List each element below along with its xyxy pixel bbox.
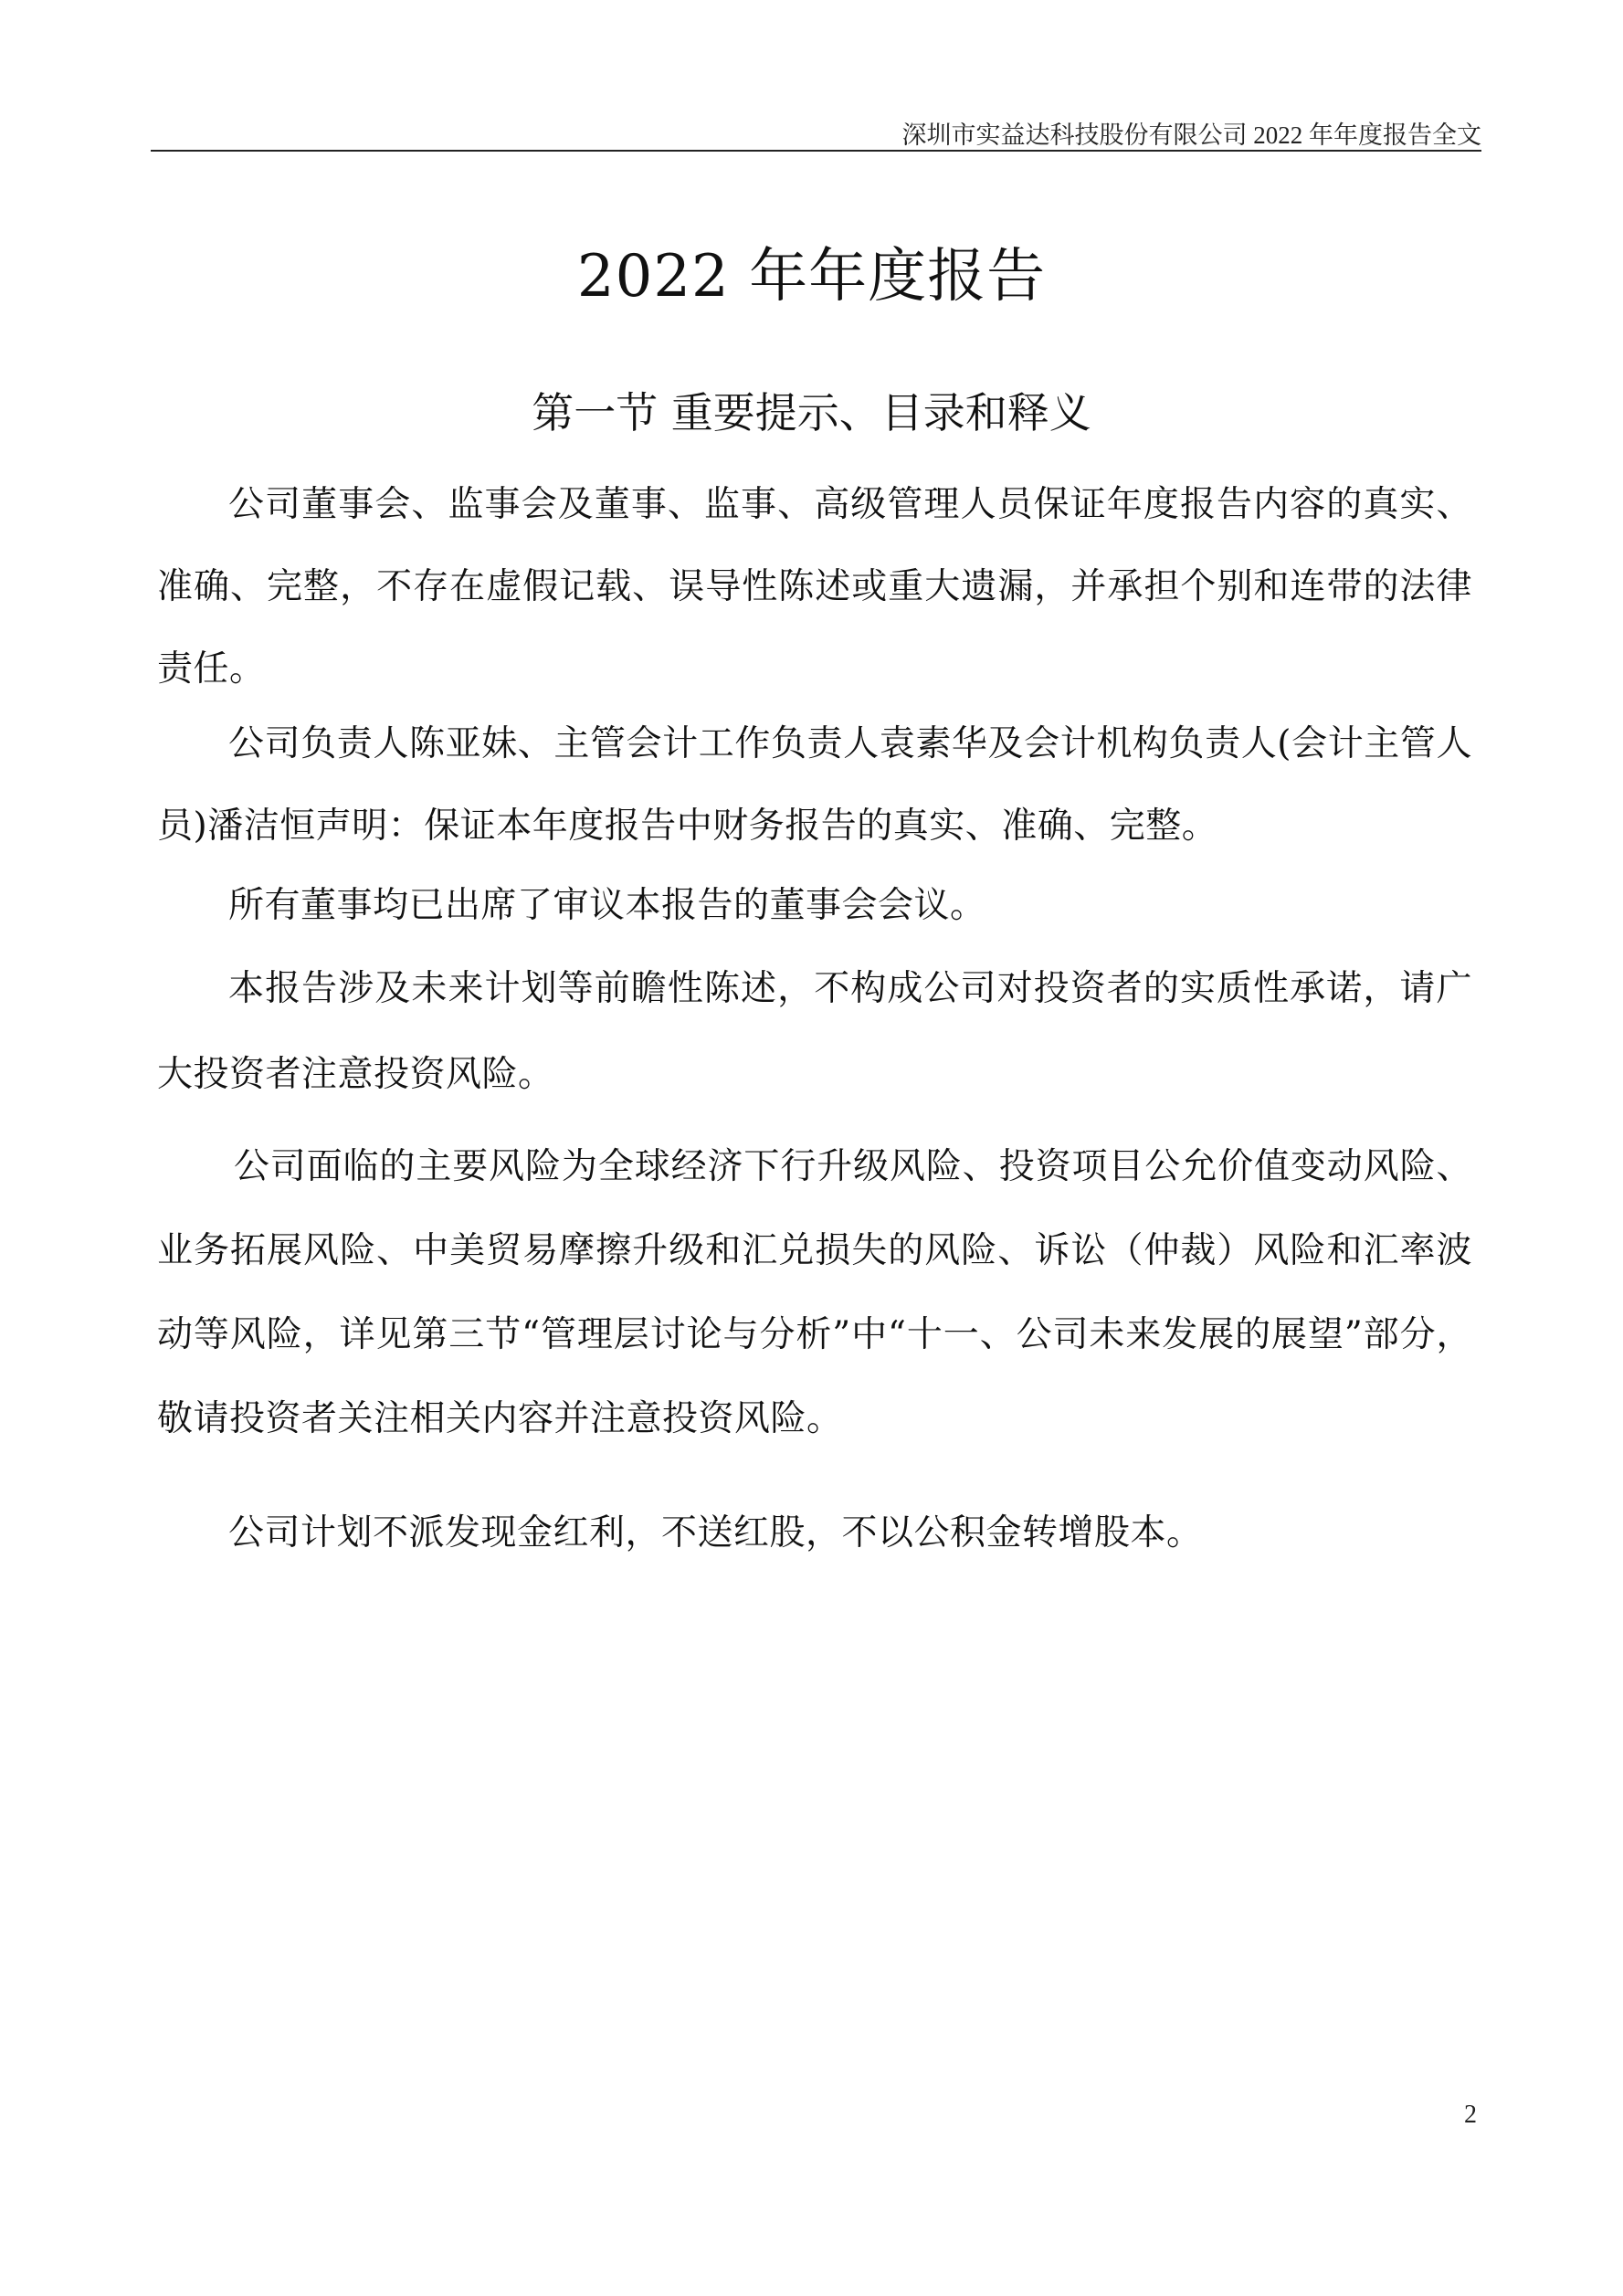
paragraph-board-guarantee: 公司董事会、监事会及董事、监事、高级管理人员保证年度报告内容的真实、准确、完整，不存在虚假记载、误导性陈述或重大遗漏，并承担个别和连带的法律责任。 — [157, 484, 1472, 690]
paragraph-major-risks: 公司面临的主要风险为全球经济下行升级风险、投资项目公允价值变动风险、业务拓展风险、中美贸易摩擦升级和汇兑损失的风险、诉讼（仲裁）风险和汇率波动等风险，详见第三节“管理层讨论与分析”中“十一、公司未来发展的展望”部分，敬请投资者关注相关内容并注意投资风险。 — [157, 1146, 1472, 1439]
page-number: 2 — [1464, 2101, 1477, 2129]
paragraph-forward-looking: 本报告涉及未来计划等前瞻性陈述，不构成公司对投资者的实质性承诺，请广大投资者注意投资风险。 — [157, 968, 1472, 1095]
paragraph-dividend-plan: 公司计划不派发现金红利，不送红股，不以公积金转增股本。 — [228, 1512, 1203, 1553]
report-title: 2022 年年度报告 — [576, 242, 1047, 311]
paragraph-director-attendance: 所有董事均已出席了审议本报告的董事会会议。 — [228, 885, 986, 926]
header-divider — [151, 150, 1481, 152]
running-header: 深圳市实益达科技股份有限公司 2022 年年度报告全文 — [901, 121, 1481, 149]
paragraph-responsible-persons: 公司负责人陈亚妹、主管会计工作负责人袁素华及会计机构负责人(会计主管人员)潘洁恒声明：保证本年度报告中财务报告的真实、准确、完整。 — [157, 723, 1472, 847]
section-title: 第一节 重要提示、目录和释义 — [532, 388, 1091, 438]
